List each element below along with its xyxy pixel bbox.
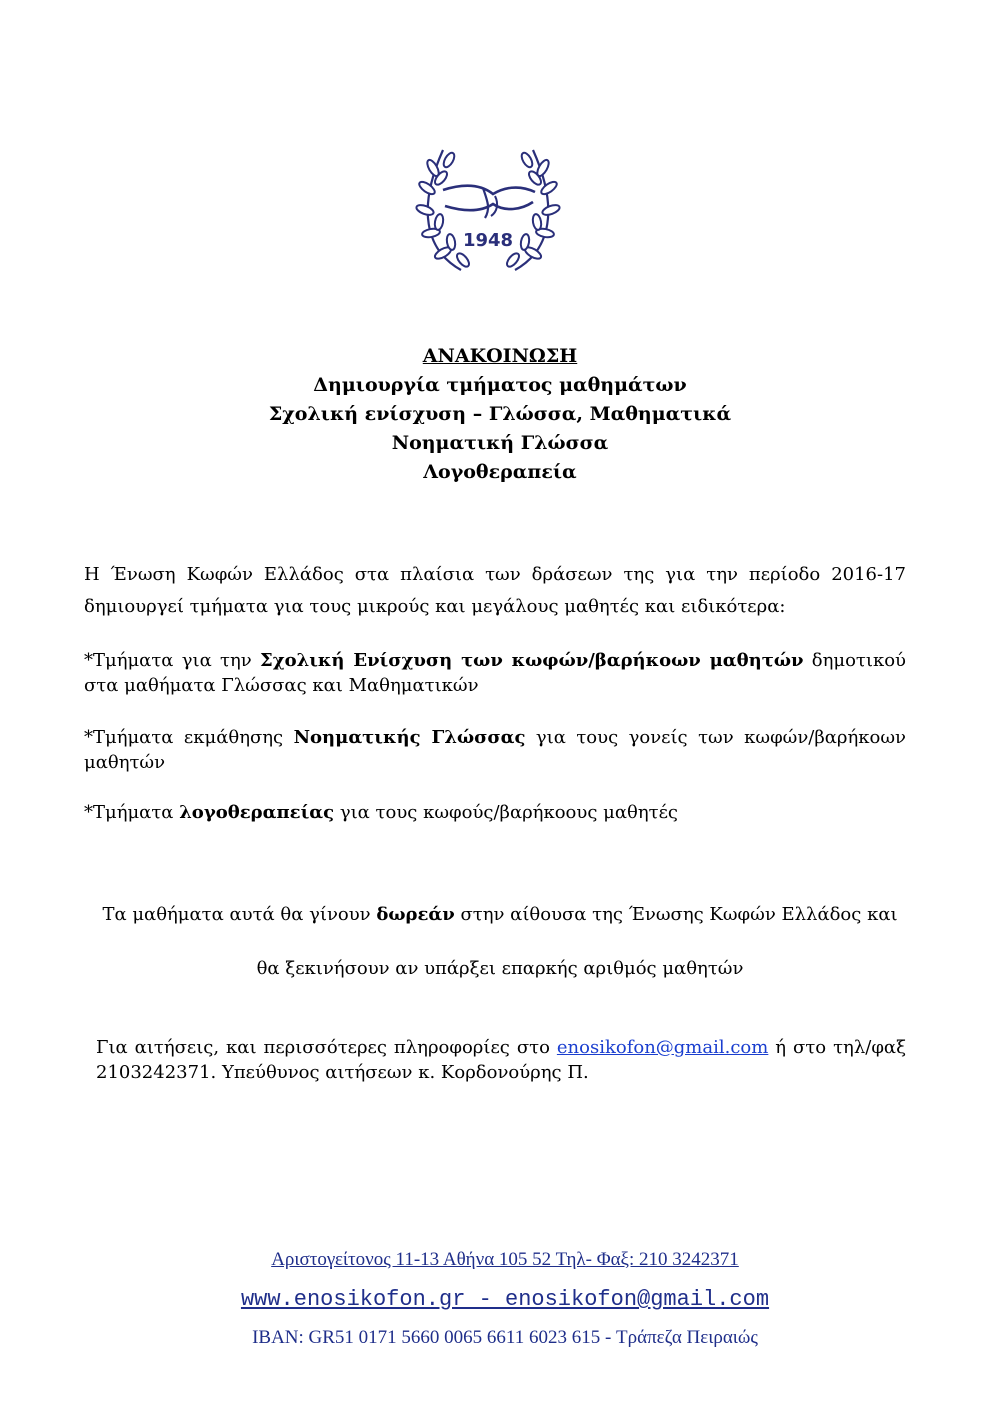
clasped-hands-laurel-wreath-icon <box>413 138 563 278</box>
item-suffix: για τους γονείς των κωφών/βαρήκοων μαθητών <box>84 727 906 773</box>
item-prefix: *Τμήματα εκμάθησης <box>84 727 294 748</box>
intro-line-1: Η Ένωση Κωφών Ελλάδος στα πλαίσια των δράσεων της για την περίοδο 2016-17 <box>84 564 906 585</box>
free-notice-line-2: θα ξεκινήσουν αν υπάρξει επαρκής αριθμός μαθητών <box>256 958 744 979</box>
list-item <box>84 800 906 825</box>
contact-suffix: ή στο τηλ/φαξ 2103242371. Υπεύθυνος αιτήσεων κ. Κορδονούρης Π. <box>96 1037 906 1083</box>
free-notice-suffix: στην αίθουσα της Ένωσης Κωφών Ελλάδος και <box>454 904 898 925</box>
heading-line-1: Δημιουργία τμήματος μαθημάτων <box>313 374 687 396</box>
free-notice-line-1 <box>0 902 1000 927</box>
footer-iban: IBAN: GR51 0171 5660 0065 6611 6023 615 - Τράπεζα Πειραιώς <box>252 1327 758 1348</box>
footer-web-email[interactable]: www.enosikofon.gr - enosikofon@gmail.com <box>240 1287 770 1312</box>
contact-email-link[interactable]: enosikofon@gmail.com <box>556 1037 769 1058</box>
heading-line-4: Λογοθεραπεία <box>423 461 577 483</box>
item-suffix: για τους κωφούς/βαρήκοους μαθητές <box>334 802 678 823</box>
list-item <box>84 725 906 775</box>
contact-paragraph <box>96 1035 906 1085</box>
free-notice-prefix: Τα μαθήματα αυτά θα γίνουν <box>102 904 377 925</box>
contact-prefix: Για αιτήσεις, και περισσότερες πληροφορίες στο <box>96 1037 557 1058</box>
item-bold: Νοηματικής Γλώσσας <box>293 727 526 748</box>
heading-line-2: Σχολική ενίσχυση – Γλώσσα, Μαθηματικά <box>268 403 732 425</box>
item-prefix: *Τμήματα για την <box>84 650 261 671</box>
item-bold: λογοθεραπείας <box>179 802 335 823</box>
logo-year: 1948 <box>462 230 514 251</box>
item-suffix: δημοτικού στα μαθήματα Γλώσσας και Μαθηματικών <box>84 650 906 696</box>
item-prefix: *Τμήματα <box>84 802 180 823</box>
footer-address: Αριστογείτονος 11-13 Αθήνα 105 52 Τηλ- Φαξ: 210 3242371 <box>271 1249 739 1270</box>
organization-logo <box>413 138 563 278</box>
free-notice-bold: δωρεάν <box>376 904 455 925</box>
announcement-heading <box>0 342 1000 487</box>
announcement-title: ΑΝΑΚΟΙΝΩΣΗ <box>422 345 578 367</box>
item-bold: Σχολική Ενίσχυση των κωφών/βαρήκοων μαθητών <box>260 650 804 671</box>
list-item <box>84 648 906 698</box>
intro-line-2: δημιουργεί τμήματα για τους μικρούς και μεγάλους μαθητές και ειδικότερα: <box>84 596 786 617</box>
heading-line-3: Νοηματική Γλώσσα <box>391 432 609 454</box>
